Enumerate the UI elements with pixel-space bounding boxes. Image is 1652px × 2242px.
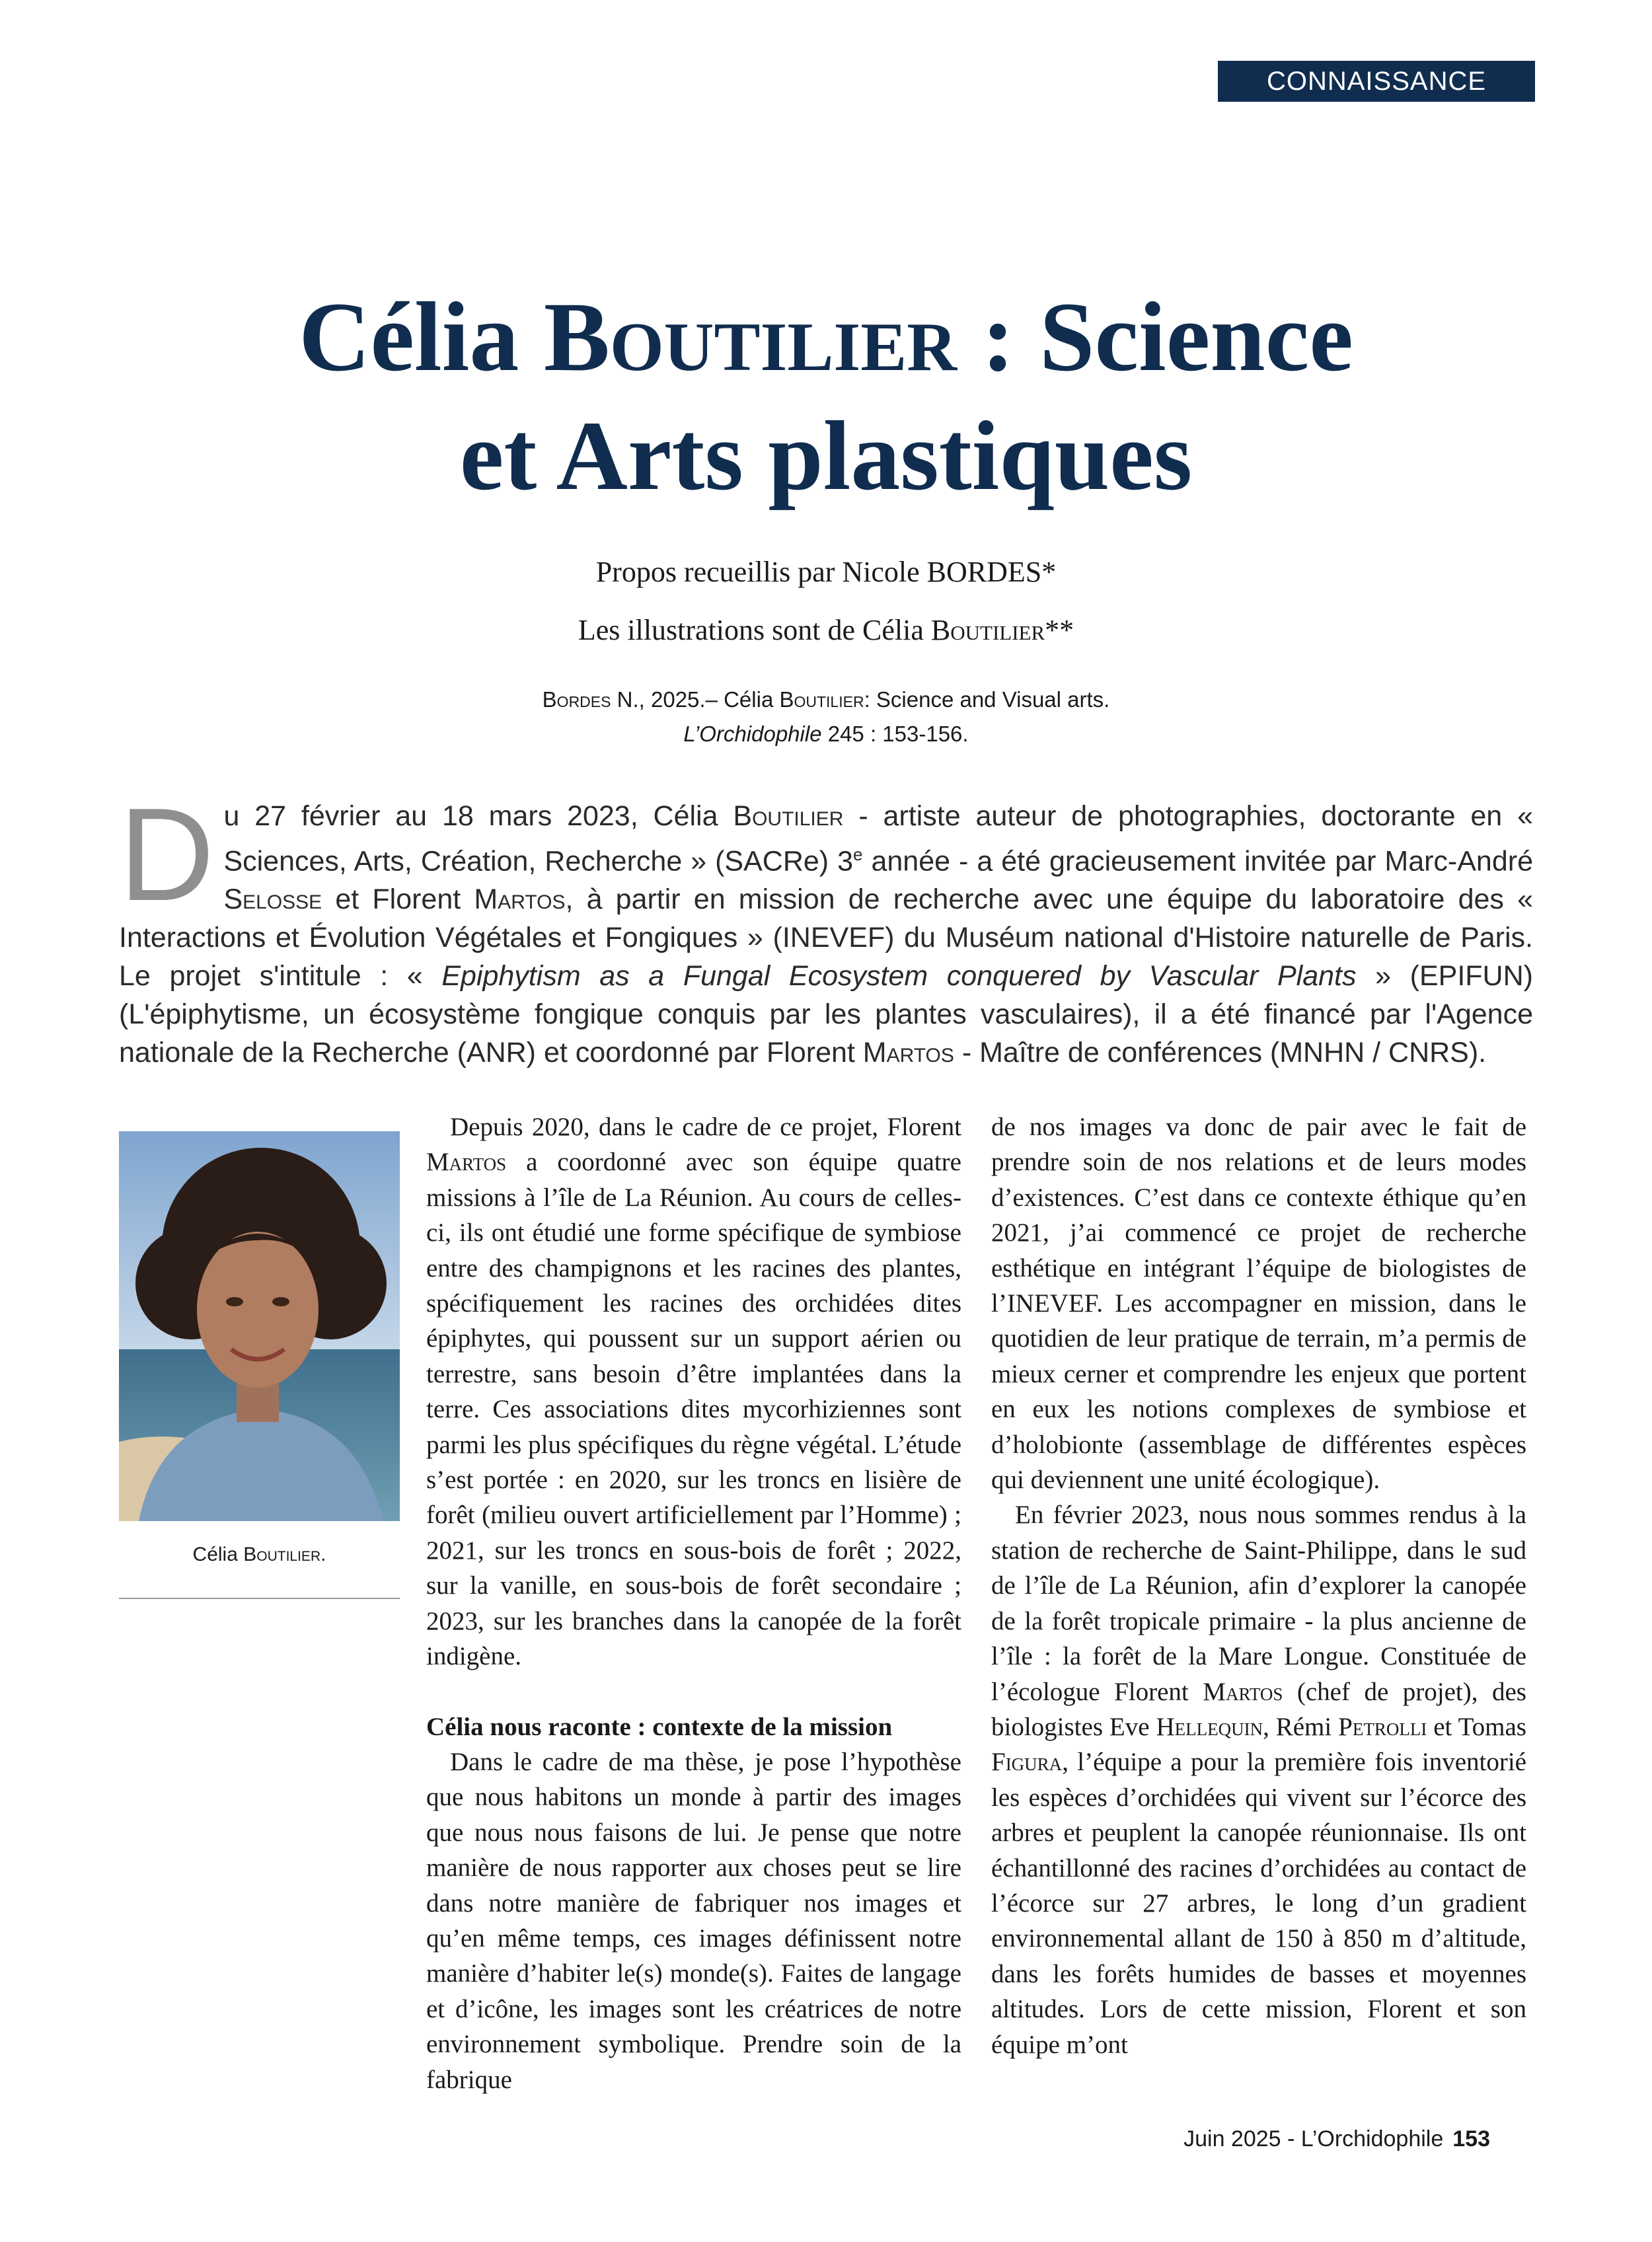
- section-rubric: CONNAISSANCE: [1218, 61, 1535, 102]
- body-paragraph: En février 2023, nous nous sommes rendus à la station de recherche de Saint-Philippe, dans le sud de l’île de La Réunion, afin d’explorer la canopée de la forêt tropicale primaire - la plus ancienne de l’île : la forêt de la Mare Longue. Constituée de l’écologue Florent Martos (chef de projet), des biologistes Eve Hellequin, Rémi Petrolli et Tomas Figura, l’équipe a pour la première fois inventorié les espèces d’orchidées qui vivent sur l’écorce des arbres et peuplent la canopée réunionnaise. Ils ont échantillonné des racines d’orchidées au contact de l’écorce sur 27 arbres, le long d’un gradient environnemental allant de 150 à 850 m d’altitude, dans les forêts humides de basses et moyennes altitudes. Lors de cette mission, Florent et son équipe m’ont: [991, 1501, 1526, 2059]
- caption-divider: [119, 1598, 400, 1599]
- photo-caption: Célia Boutilier.: [192, 1544, 326, 1565]
- body-paragraph: Depuis 2020, dans le cadre de ce projet, Florent Martos a coordonné avec son équipe quatre missions à l’île de La Réunion. Au cours de celles-ci, ils ont étudié une forme spécifique de symbiose entre des champignons et les racines des plantes, spécifiquement les racines des orchidées dites épiphytes, qui poussent sur un support aérien ou terrestre, sans besoin d’être implantées dans la terre. Ces associations dites mycorhiziennes sont parmi les plus spécifiques du règne végétal. L’étude s’est portée : en 2020, sur les troncs en lisière de forêt (milieu ouvert artificiellement par l’Homme) ; 2021, sur les troncs en sous-bois de forêt ; 2022, sur la vanille, en sous-bois de forêt secondaire ; 2023, sur les branches dans la canopée de la forêt indigène.: [426, 1113, 961, 1671]
- citation-line-2: L’Orchidophile 245 : 153-156.: [683, 722, 969, 746]
- title-line-2: et Arts plastiques: [459, 401, 1193, 511]
- illustration-credit: Les illustrations sont de Célia Boutilier**: [578, 614, 1074, 646]
- citation-line-1: Bordes N., 2025.– Célia Boutilier: Science and Visual arts.: [542, 687, 1110, 712]
- section-heading: Célia nous raconte : contexte de la mission: [426, 1712, 893, 1741]
- body-paragraph: Dans le cadre de ma thèse, je pose l’hypothèse que nous habitons un monde à partir des images que nous nous faisons de lui. Je pense que notre manière de nous rapporter aux choses peut se lire dans notre manière de fabriquer nos images et qu’en même temps, ces images définissent notre manière d’habiter le(s) monde(s). Faites de langage et d’icône, les images sont les créatrices de notre environnement symbolique. Prendre soin de la fabrique: [426, 1747, 961, 2094]
- lead-paragraph: Du 27 février au 18 mars 2023, Célia Boutilier - artiste auteur de photographies, doctorante en « Sciences, Arts, Création, Recherche » (SACRe) 3e année - a été gracieusement invitée par Marc-André Selosse et Florent Martos, à partir en mission de recherche avec une équipe du laboratoire des « Interactions et Évolution Végétales et Fongiques » (INEVEF) du Muséum national d'Histoire naturelle de Paris. Le projet s'intitule : « Epiphytism as a Fungal Ecosystem conquered by Vascular Plants » (EPIFUN) (L'épiphytisme, un écosystème fongique conquis par les plantes vasculaires), il a été financé par l'Agence nationale de la Recherche (ANR) et coordonné par Florent Martos - Maître de conférences (MNHN / CNRS).: [119, 781, 1534, 1069]
- title-line-1: Célia Boutilier : Science: [299, 282, 1353, 392]
- portrait-photo: [119, 1131, 400, 1521]
- article-title: [99, 278, 1553, 515]
- interview-credit: Propos recueillis par Nicole BORDES*: [595, 556, 1057, 588]
- page-footer: [1183, 2126, 1490, 2152]
- body-paragraph: de nos images va donc de pair avec le fait de prendre soin de nos relations et de leurs modes d’existences. C’est dans ce contexte éthique qu’en 2021, j’ai commencé ce projet de recherche esthétique en intégrant l’équipe de biologistes de l’INEVEF. Les accompagner en mission, dans le quotidien de leur pratique de terrain, m’a permis de mieux cerner et comprendre les enjeux que portent en eux les notions complexes de symbiose et d’holobionte (assemblage de différentes espèces qui deviennent une unité écologique).: [991, 1113, 1526, 1495]
- text-column-1: [426, 1109, 961, 2097]
- footer-issue: Juin 2025 - L’Orchidophile: [1183, 2126, 1444, 2151]
- drop-cap: D: [119, 781, 215, 928]
- text-column-2: [991, 1109, 1526, 2062]
- page-number: 153: [1452, 2126, 1490, 2151]
